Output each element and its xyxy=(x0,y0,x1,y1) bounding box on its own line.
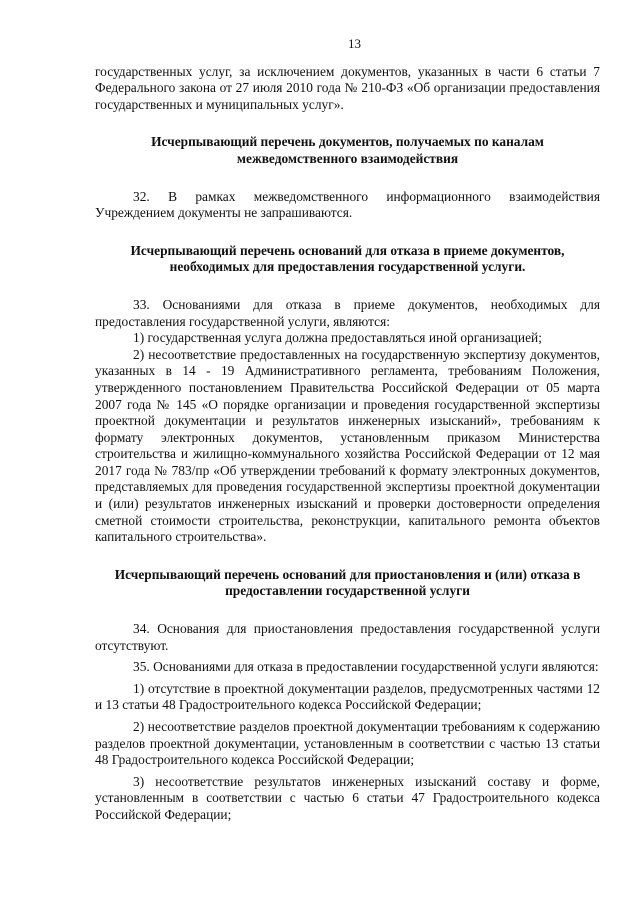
section-heading-suspension-refusal: Исчерпывающий перечень оснований для приостановления и (или) отказа в предоставлении государственной услуги xyxy=(114,566,581,599)
paragraph-34: 34. Основания для приостановления предоставления государственной услуги отсутствуют. xyxy=(95,621,600,653)
paragraph-33-item-2: 2) несоответствие предоставленных на государственную экспертизу документов, указанных в 14 - 19 Административного регламента, требованиям Положения, утвержденного постановлением Правительства Российской Федерации от 05 марта 2007 года № 145 «О порядке организации и проведения государственной экспертизы проектной документации и результатов инженерных изысканий», требованиям к формату электронных документов, установленным приказом Министерства строительства и жилищно-коммунального хозяйства Российской Федерации от 12 мая 2017 года № 783/пр «Об утверждении требований к формату электронных документов, представляемых для проведения государственной экспертизы проектной документации и (или) результатов инженерных изысканий и проверки достоверности определения сметной стоимости строительства, реконструкции, капитального ремонта объектов капитального строительства». xyxy=(95,346,600,545)
intro-continuation-paragraph: государственных услуг, за исключением документов, указанных в части 6 статьи 7 Федерального закона от 27 июля 2010 года № 210-ФЗ «Об организации предоставления государственных и муниципальных услуг». xyxy=(95,63,600,112)
section-heading-refusal-acceptance: Исчерпывающий перечень оснований для отказа в приеме документов, необходимых для предоставления государственной услуги. xyxy=(130,242,565,275)
paragraph-35-item-3: 3) несоответствие результатов инженерных изысканий составу и форме, установленным в соответствии с частью 6 статьи 47 Градостроительного кодекса Российской Федерации; xyxy=(95,773,600,822)
page-number: 13 xyxy=(348,36,361,51)
paragraph-35: 35. Основаниями для отказа в предоставлении государственной услуги являются: xyxy=(133,659,599,675)
paragraph-35-item-1: 1) отсутствие в проектной документации разделов, предусмотренных частями 12 и 13 статьи 48 Градостроительного кодекса Российской Федерации; xyxy=(95,680,600,713)
paragraph-33: 33. Основаниями для отказа в приеме документов, необходимых для предоставления государственной услуги, являются: xyxy=(95,296,600,329)
section-heading-interagency-documents: Исчерпывающий перечень документов, получаемых по каналам межведомственного взаимодействия xyxy=(151,134,544,166)
paragraph-33-item-1: 1) государственная услуга должна предоставляться иной организацией; xyxy=(133,330,542,346)
paragraph-35-item-2: 2) несоответствие разделов проектной документации требованиям к содержанию разделов проектной документации, установленным в соответствии с частью 13 статьи 48 Градостроительного кодекса Российской Федерации; xyxy=(95,719,600,768)
paragraph-32: 32. В рамках межведомственного информационного взаимодействия Учреждением документы не запрашиваются. xyxy=(95,188,600,221)
